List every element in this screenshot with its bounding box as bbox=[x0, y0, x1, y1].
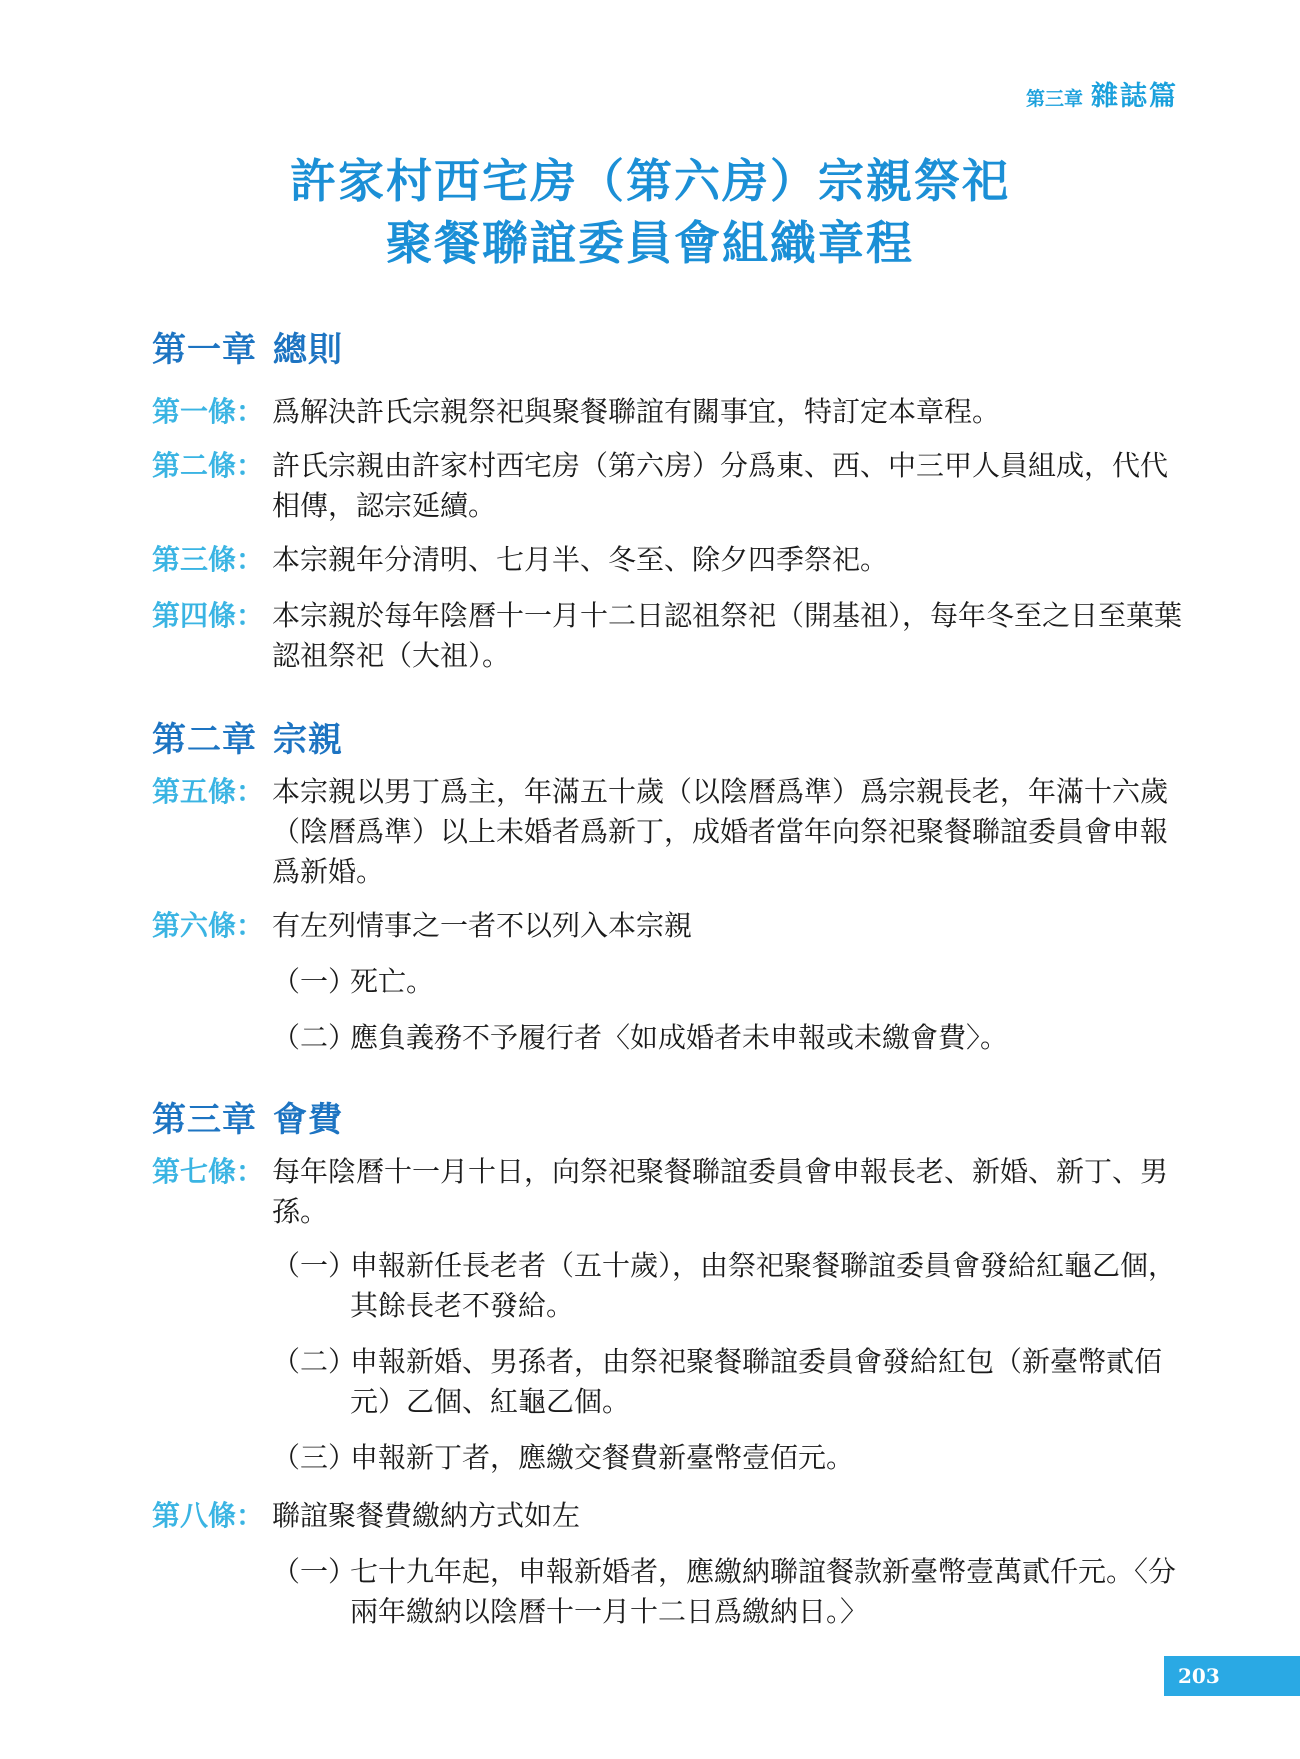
item-number: （三） bbox=[272, 1441, 357, 1474]
list-item bbox=[272, 1246, 1184, 1326]
title-line-1: 許家村西宅房（第六房）宗親祭祀 bbox=[290, 154, 1010, 208]
list-item bbox=[272, 1438, 1184, 1478]
item-number: （一） bbox=[272, 965, 357, 998]
article-text: 爲解決許氏宗親祭祀與聚餐聯誼有關事宜，特訂定本章程。 bbox=[272, 395, 1001, 428]
item-number: （二） bbox=[272, 1021, 357, 1054]
article-label: 第三條： bbox=[152, 543, 265, 576]
chapter-name: 宗親 bbox=[273, 720, 343, 760]
article-7 bbox=[152, 1152, 1182, 1232]
list-item bbox=[272, 962, 1184, 1002]
item-text: 申報新丁者，應繳交餐費新臺幣壹佰元。 bbox=[350, 1441, 855, 1474]
running-header-chapter: 第三章 bbox=[1025, 88, 1083, 110]
running-header-section: 雜誌篇 bbox=[1091, 81, 1178, 112]
item-number: （一） bbox=[272, 1555, 357, 1588]
article-2 bbox=[152, 446, 1182, 526]
item-number: （二） bbox=[272, 1345, 357, 1378]
chapter-label: 第一章 bbox=[152, 330, 257, 370]
article-label: 第二條： bbox=[152, 449, 265, 482]
item-text: 申報新任長老者（五十歲），由祭祀聚餐聯誼委員會發給紅龜乙個，其餘長老不發給。 bbox=[350, 1249, 1177, 1322]
list-item bbox=[272, 1018, 1184, 1058]
article-text: 許氏宗親由許家村西宅房（第六房）分爲東、西、中三甲人員組成，代代相傳，認宗延續。 bbox=[272, 449, 1169, 522]
article-text: 有左列情事之一者不以列入本宗親 bbox=[272, 909, 693, 942]
article-text: 本宗親年分清明、七月半、冬至、除夕四季祭祀。 bbox=[272, 543, 889, 576]
article-label: 第七條： bbox=[152, 1155, 265, 1188]
list-item bbox=[272, 1552, 1184, 1632]
item-number: （一） bbox=[272, 1249, 357, 1282]
chapter-heading-3 bbox=[152, 1092, 359, 1141]
document-title bbox=[0, 150, 1300, 274]
article-8 bbox=[152, 1496, 1182, 1536]
chapter-name: 會費 bbox=[273, 1100, 343, 1140]
chapter-heading-2 bbox=[152, 712, 359, 761]
article-text: 本宗親於每年陰曆十一月十二日認祖祭祀（開基祖），每年冬至之日至菓葉認祖祭祀（大祖）。 bbox=[272, 599, 1183, 672]
item-text: 死亡。 bbox=[350, 965, 435, 998]
article-text: 每年陰曆十一月十日，向祭祀聚餐聯誼委員會申報長老、新婚、新丁、男孫。 bbox=[272, 1155, 1169, 1228]
article-4 bbox=[152, 596, 1182, 676]
article-text: 聯誼聚餐費繳納方式如左 bbox=[272, 1499, 581, 1532]
item-text: 應負義務不予履行者〈如成婚者未申報或未繳會費〉。 bbox=[350, 1021, 1009, 1054]
article-label: 第五條： bbox=[152, 775, 265, 808]
article-text: 本宗親以男丁爲主，年滿五十歲（以陰曆爲準）爲宗親長老，年滿十六歲（陰曆爲準）以上未婚者爲新丁，成婚者當年向祭祀聚餐聯誼委員會申報爲新婚。 bbox=[272, 775, 1169, 888]
chapter-name: 總則 bbox=[273, 330, 343, 370]
article-6 bbox=[152, 906, 1182, 946]
article-5 bbox=[152, 772, 1182, 892]
chapter-heading-1 bbox=[152, 322, 359, 371]
article-1 bbox=[152, 392, 1182, 432]
article-label: 第四條： bbox=[152, 599, 265, 632]
running-header bbox=[1026, 74, 1178, 113]
list-item bbox=[272, 1342, 1184, 1422]
page-number: 203 bbox=[1164, 1656, 1300, 1696]
article-3 bbox=[152, 540, 1182, 580]
title-line-2: 聚餐聯誼委員會組織章程 bbox=[386, 216, 914, 270]
article-label: 第一條： bbox=[152, 395, 265, 428]
item-text: 申報新婚、男孫者，由祭祀聚餐聯誼委員會發給紅包（新臺幣貳佰元）乙個、紅龜乙個。 bbox=[350, 1345, 1163, 1418]
chapter-label: 第二章 bbox=[152, 720, 257, 760]
item-text: 七十九年起，申報新婚者，應繳納聯誼餐款新臺幣壹萬貳仟元。〈分兩年繳納以陰曆十一月十二日爲繳納日。〉 bbox=[350, 1555, 1177, 1628]
article-label: 第六條： bbox=[152, 909, 265, 942]
chapter-label: 第三章 bbox=[152, 1100, 257, 1140]
article-label: 第八條： bbox=[152, 1499, 265, 1532]
